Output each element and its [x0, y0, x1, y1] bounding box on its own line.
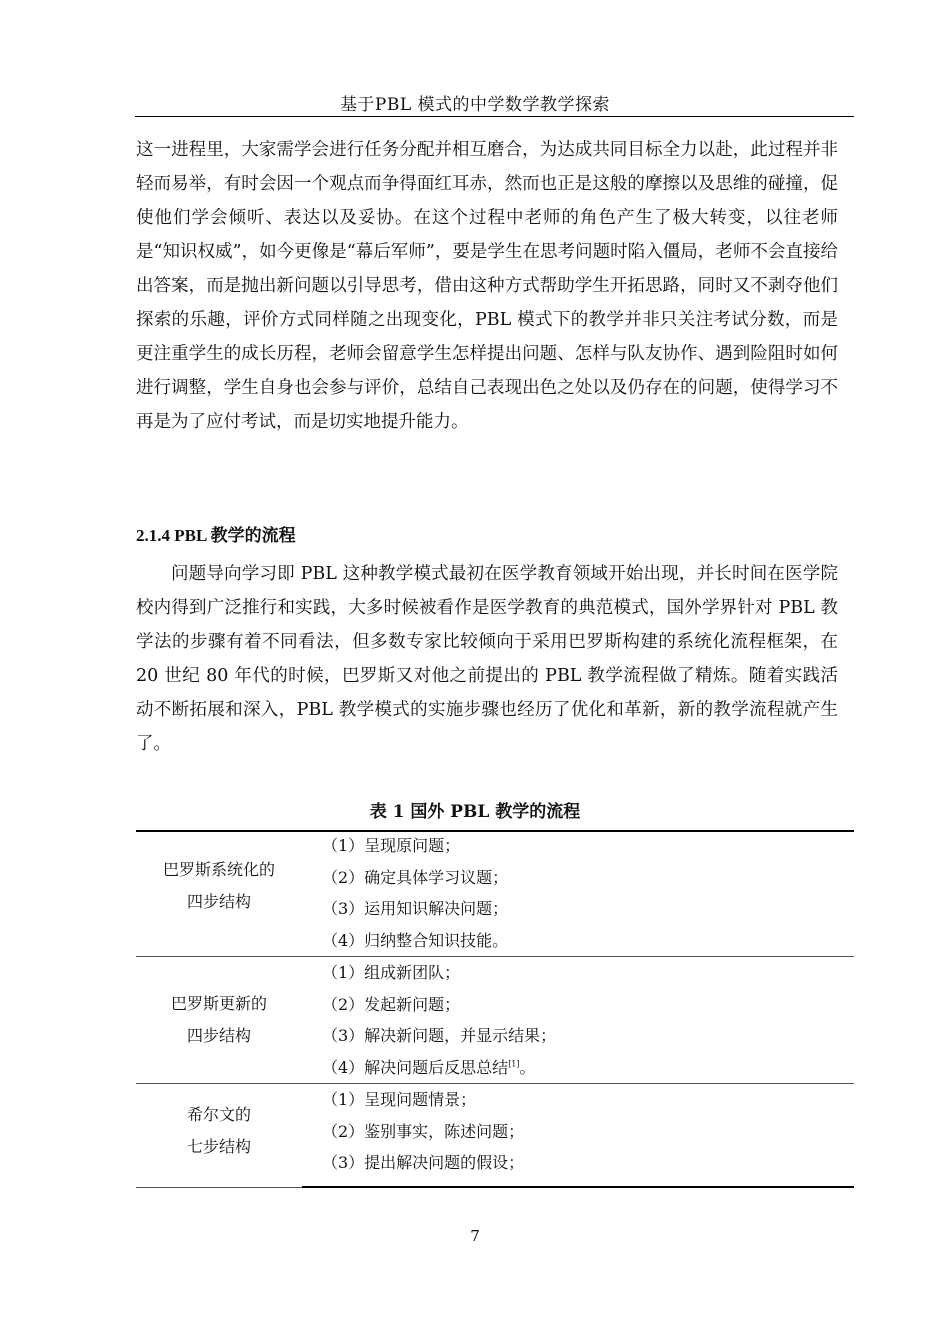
step-item: （4）归纳整合知识技能。	[322, 930, 509, 950]
table-row	[136, 830, 854, 957]
step-item	[322, 1052, 854, 1084]
table-row-label	[136, 1084, 302, 1179]
row-label-line: 希尔文的	[186, 1105, 251, 1125]
table-bottom-rule-label-column	[136, 1187, 302, 1188]
table-row-steps	[302, 830, 854, 957]
table-row	[136, 957, 854, 1084]
step-item: （2）发起新问题；	[322, 994, 461, 1014]
section-heading: 2.1.4 PBL 教学的流程	[136, 526, 296, 545]
table-caption: 表 1 国外 PBL 教学的流程	[369, 802, 581, 822]
row-label-line: 七步结构	[186, 1137, 251, 1157]
step-end-punctuation: 。	[519, 1057, 536, 1077]
running-header-title: 基于PBL 模式的中学数学教学探索	[339, 95, 611, 115]
row-label-line: 四步结构	[186, 892, 251, 911]
pbl-process-table	[136, 830, 854, 1179]
step-item: （3）解决新问题，并显示结果；	[322, 1026, 557, 1045]
step-item: （1）呈现问题情景；	[322, 1090, 477, 1109]
row-label-line: 四步结构	[186, 1026, 251, 1045]
table-bottom-rule	[302, 1186, 854, 1188]
table-row	[136, 1084, 854, 1179]
row-label-line: 巴罗斯系统化的	[162, 860, 275, 879]
step-item: （2）鉴别事实，陈述问题；	[322, 1121, 525, 1141]
header-divider	[135, 116, 854, 117]
table-row-label	[136, 830, 302, 957]
step-item: （3）运用知识解决问题；	[322, 899, 509, 918]
step-item: （2）确定具体学习议题；	[322, 867, 509, 887]
table-row-steps	[302, 1084, 854, 1179]
step-item: （1）呈现原问题；	[322, 836, 461, 855]
step-item: （3）提出解决问题的假设；	[322, 1153, 525, 1172]
step-item: （1）组成新团队；	[322, 963, 461, 982]
body-paragraph-2: 问题导向学习即 PBL 这种教学模式最初在医学教育领域开始出现，并长时间在医学院校内得到广泛推行和实践，大多时候被看作是医学教育的典范模式，国外学界针对 PBL 教学法的步骤有着不同看法，但多数专家比较倾向于采用巴罗斯构建的系统化流程框架，在 20 世纪 80 年代的时候，巴罗斯又对他之前提出的 PBL 教学流程做了精炼。随着实践活动不断拓展和深入，PBL 教学模式的实施步骤也经历了优化和革新，新的教学流程就产生了。	[136, 564, 838, 754]
row-label-line: 巴罗斯更新的	[170, 994, 267, 1013]
table-row-steps	[302, 957, 854, 1084]
page-number: 7	[470, 1227, 480, 1245]
body-paragraph-1: 这一进程里，大家需学会进行任务分配并相互磨合，为达成共同目标全力以赴，此过程并非轻而易举，有时会因一个观点而争得面红耳赤，然而也正是这般的摩擦以及思维的碰撞，促使他们学会倾听、表达以及妥协。在这个过程中老师的角色产生了极大转变，以往老师是“知识权威”，如今更像是“幕后军师”，要是学生在思考问题时陷入僵局，老师不会直接给出答案，而是抛出新问题以引导思考，借由这种方式帮助学生开拓思路，同时又不剥夺他们探索的乐趣，评价方式同样随之出现变化，PBL 模式下的教学并非只关注考试分数，而是更注重学生的成长历程，老师会留意学生怎样提出问题、怎样与队友协作、遇到险阻时如何进行调整，学生自身也会参与评价，总结自己表现出色之处以及仍存在的问题，使得学习不再是为了应付考试，而是切实地提升能力。	[136, 140, 838, 432]
citation-reference: [1]	[508, 1059, 520, 1069]
step-text: （4）解决问题后反思总结	[322, 1057, 509, 1077]
table-row-label	[136, 957, 302, 1084]
